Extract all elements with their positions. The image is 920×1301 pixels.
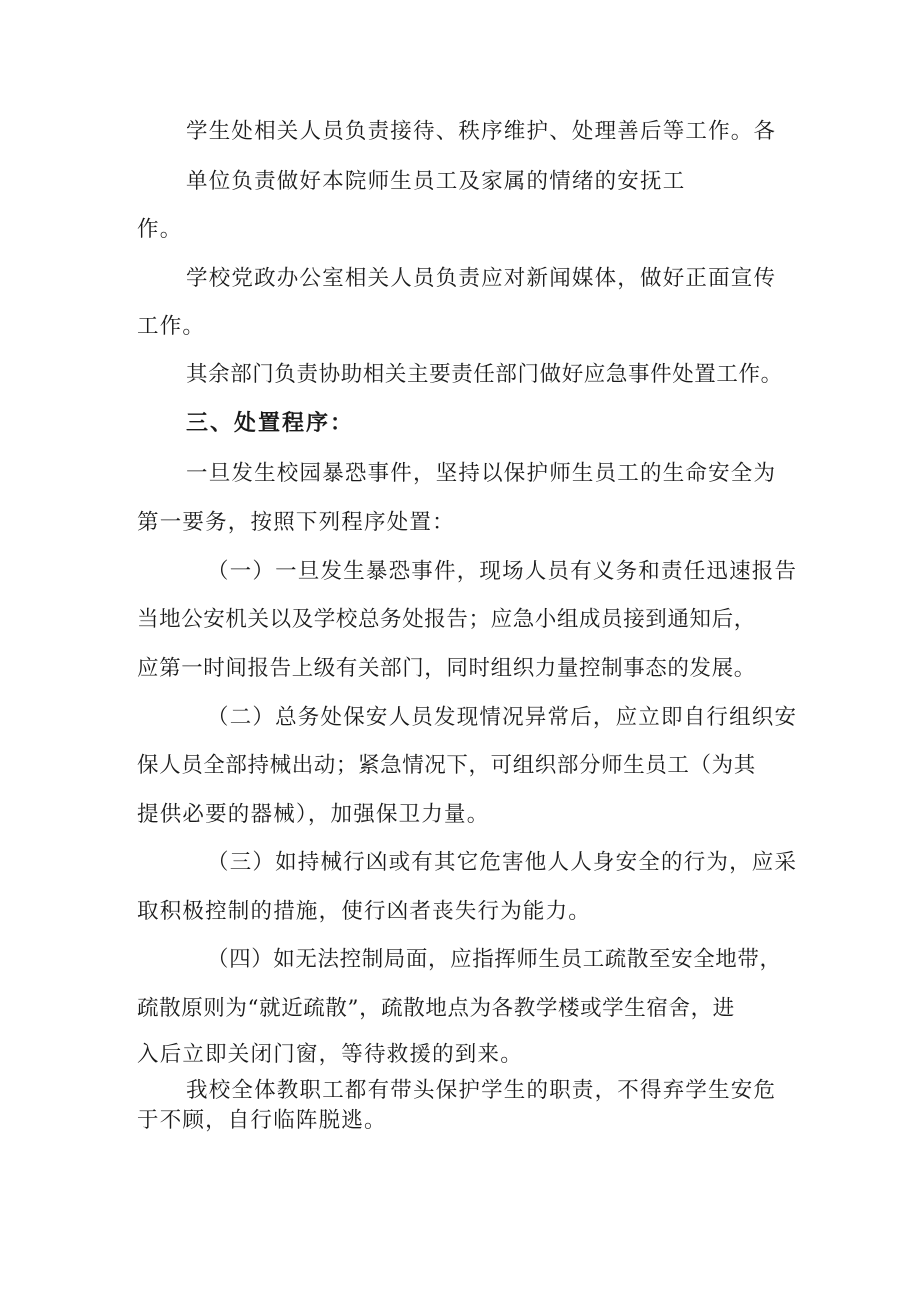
- paragraph-line: 应第一时间报告上级有关部门，同时组织力量控制事态的发展。: [137, 656, 756, 681]
- paragraph-line: 于不顾，自行临阵脱逃。: [137, 1108, 387, 1133]
- paragraph-line: （四）如无法控制局面，应指挥师生员工疏散至安全地带，: [207, 947, 782, 972]
- paragraph-line: 一旦发生校园暴恐事件，坚持以保护师生员工的生命安全为: [186, 461, 777, 486]
- paragraph-line: 保人员全部持械出动；紧急情况下，可组织部分师生员工（为其: [137, 753, 756, 778]
- paragraph-line: 学校党政办公室相关人员负责应对新闻媒体，做好正面宣传: [186, 266, 777, 291]
- paragraph-line: 工作。: [137, 314, 206, 339]
- paragraph-line: 我校全体教职工都有带头保护学生的职责，不得弃学生安危: [186, 1078, 777, 1103]
- paragraph-line: 第一要务，按照下列程序处置：: [137, 510, 455, 535]
- paragraph-line: 其余部门负责协助相关主要责任部门做好应急事件处置工作。: [186, 362, 783, 387]
- paragraph-line: （一）一旦发生暴恐事件，现场人员有义务和责任迅速报告: [207, 559, 798, 584]
- paragraph-line: 单位负责做好本院师生员工及家属的情绪的安抚工: [186, 169, 686, 194]
- paragraph-line: 当地公安机关以及学校总务处报告；应急小组成员接到通知后，: [137, 607, 756, 632]
- paragraph-line: （二）总务处保安人员发现情况异常后，应立即自行组织安: [207, 705, 798, 730]
- paragraph-line: 作。: [137, 217, 183, 242]
- paragraph-line: 入后立即关闭门窗，等待救援的到来。: [137, 1042, 523, 1067]
- paragraph-line: （三）如持械行凶或有其它危害他人人身安全的行为，应采: [207, 850, 798, 875]
- section-heading: 三、处置程序：: [186, 411, 355, 436]
- paragraph-line: 学生处相关人员负责接待、秩序维护、处理善后等工作。各: [186, 119, 777, 144]
- paragraph-line: 疏散原则为“就近疏散”，疏散地点为各教学楼或学生宿舍，进: [137, 996, 735, 1021]
- paragraph-line: 取积极控制的措施，使行凶者丧失行为能力。: [137, 899, 592, 924]
- paragraph-line: 提供必要的器械），加强保卫力量。: [137, 802, 490, 827]
